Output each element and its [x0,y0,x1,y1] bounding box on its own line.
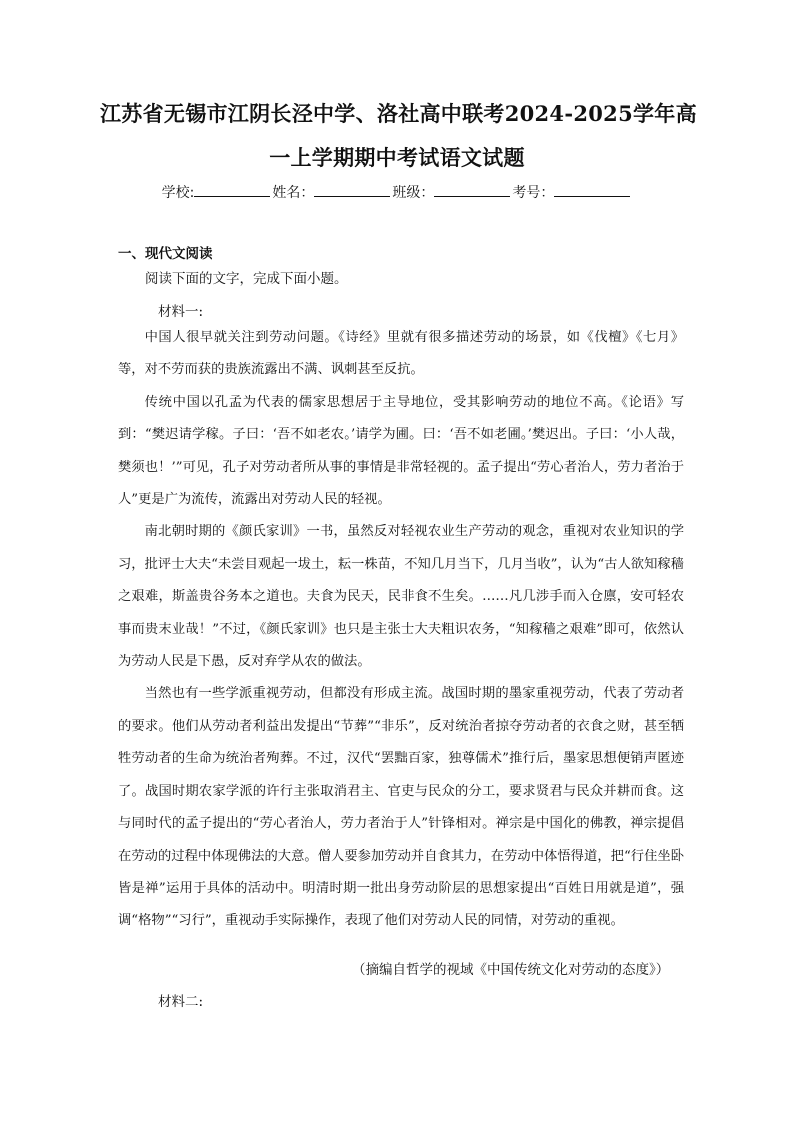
name-blank [314,182,390,197]
reading-instruction: 阅读下面的文字，完成下面小题。 [145,271,348,287]
paragraph: 南北朝时期的《颜氏家训》一书，虽然反对轻视农业生产劳动的观念，重视对农业知识的学习，批评士大夫“未尝目观起一坺土，耘一株苗，不知几月当下，几月当收”，认为“古人欲知稼穑之艰难，斯盖贵谷务本之道也。夫食为民天，民非食不生矣。……凡几涉手而入仓廪，安可轻农事而贵末业哉！”不过，《颜氏家训》也只是主张士大夫粗识农务，“知稼穑之艰难”即可，依然认为劳动人民是下愚，反对弃学从农的做法。 [118,524,684,670]
material2-label: 材料二: [158,994,204,1010]
school-label: 学校: [161,185,195,201]
name-label: 姓名： [272,185,315,201]
student-info-row [0,182,794,202]
exam-number-label: 考号： [512,185,555,201]
source-citation: （摘编自哲学的视域《中国传统文化对劳动的态度》） [352,962,670,978]
school-blank [194,182,270,197]
class-blank [434,182,510,197]
exam-number-blank [554,182,630,197]
material1-label: 材料一: [158,304,204,320]
page-title-line1: 江苏省无锡市江阴长泾中学、洛社高中联考2024-2025学年高 [100,101,697,126]
paragraph: 传统中国以孔孟为代表的儒家思想居于主导地位，受其影响劳动的地位不高。《论语》写到：“樊迟请学稼。子曰：‘吾不如老农。’请学为圃。曰：‘吾不如老圃。’樊迟出。子曰：‘小人哉，樊须也！’”可见，孔子对劳动者所从事的事情是非常轻视的。孟子提出“劳心者治人，劳力者治于人”更是广为流传，流露出对劳动人民的轻视。 [118,394,684,508]
section-heading: 一、现代文阅读 [118,246,213,262]
material1-body [118,322,684,938]
paragraph: 中国人很早就关注到劳动问题。《诗经》里就有很多描述劳动的场景，如《伐檀》《七月》等，对不劳而获的贵族流露出不满、讽刺甚至反抗。 [118,330,684,378]
class-label: 班级： [392,185,435,201]
page-title-line2: 一上学期期中考试语文试题 [269,145,525,170]
paragraph: 当然也有一些学派重视劳动，但都没有形成主流。战国时期的墨家重视劳动，代表了劳动者的要求。他们从劳动者利益出发提出“节葬”“非乐”，反对统治者掠夺劳动者的衣食之财，甚至牺牲劳动者的生命为统治者殉葬。不过，汉代“罢黜百家，独尊儒术”推行后，墨家思想便销声匿迹了。战国时期农家学派的许行主张取消君主、官吏与民众的分工，要求贤君与民众并耕而食。这与同时代的孟子提出的“劳心者治人，劳力者治于人”针锋相对。禅宗是中国化的佛教，禅宗提倡在劳动的过程中体现佛法的大意。僧人要参加劳动并自食其力，在劳动中体悟得道，把“行住坐卧皆是禅”运用于具体的活动中。明清时期一批出身劳动阶层的思想家提出“百姓日用就是道”，强调“格物”“习行”，重视动手实际操作，表现了他们对劳动人民的同情，对劳动的重视。 [118,686,684,929]
